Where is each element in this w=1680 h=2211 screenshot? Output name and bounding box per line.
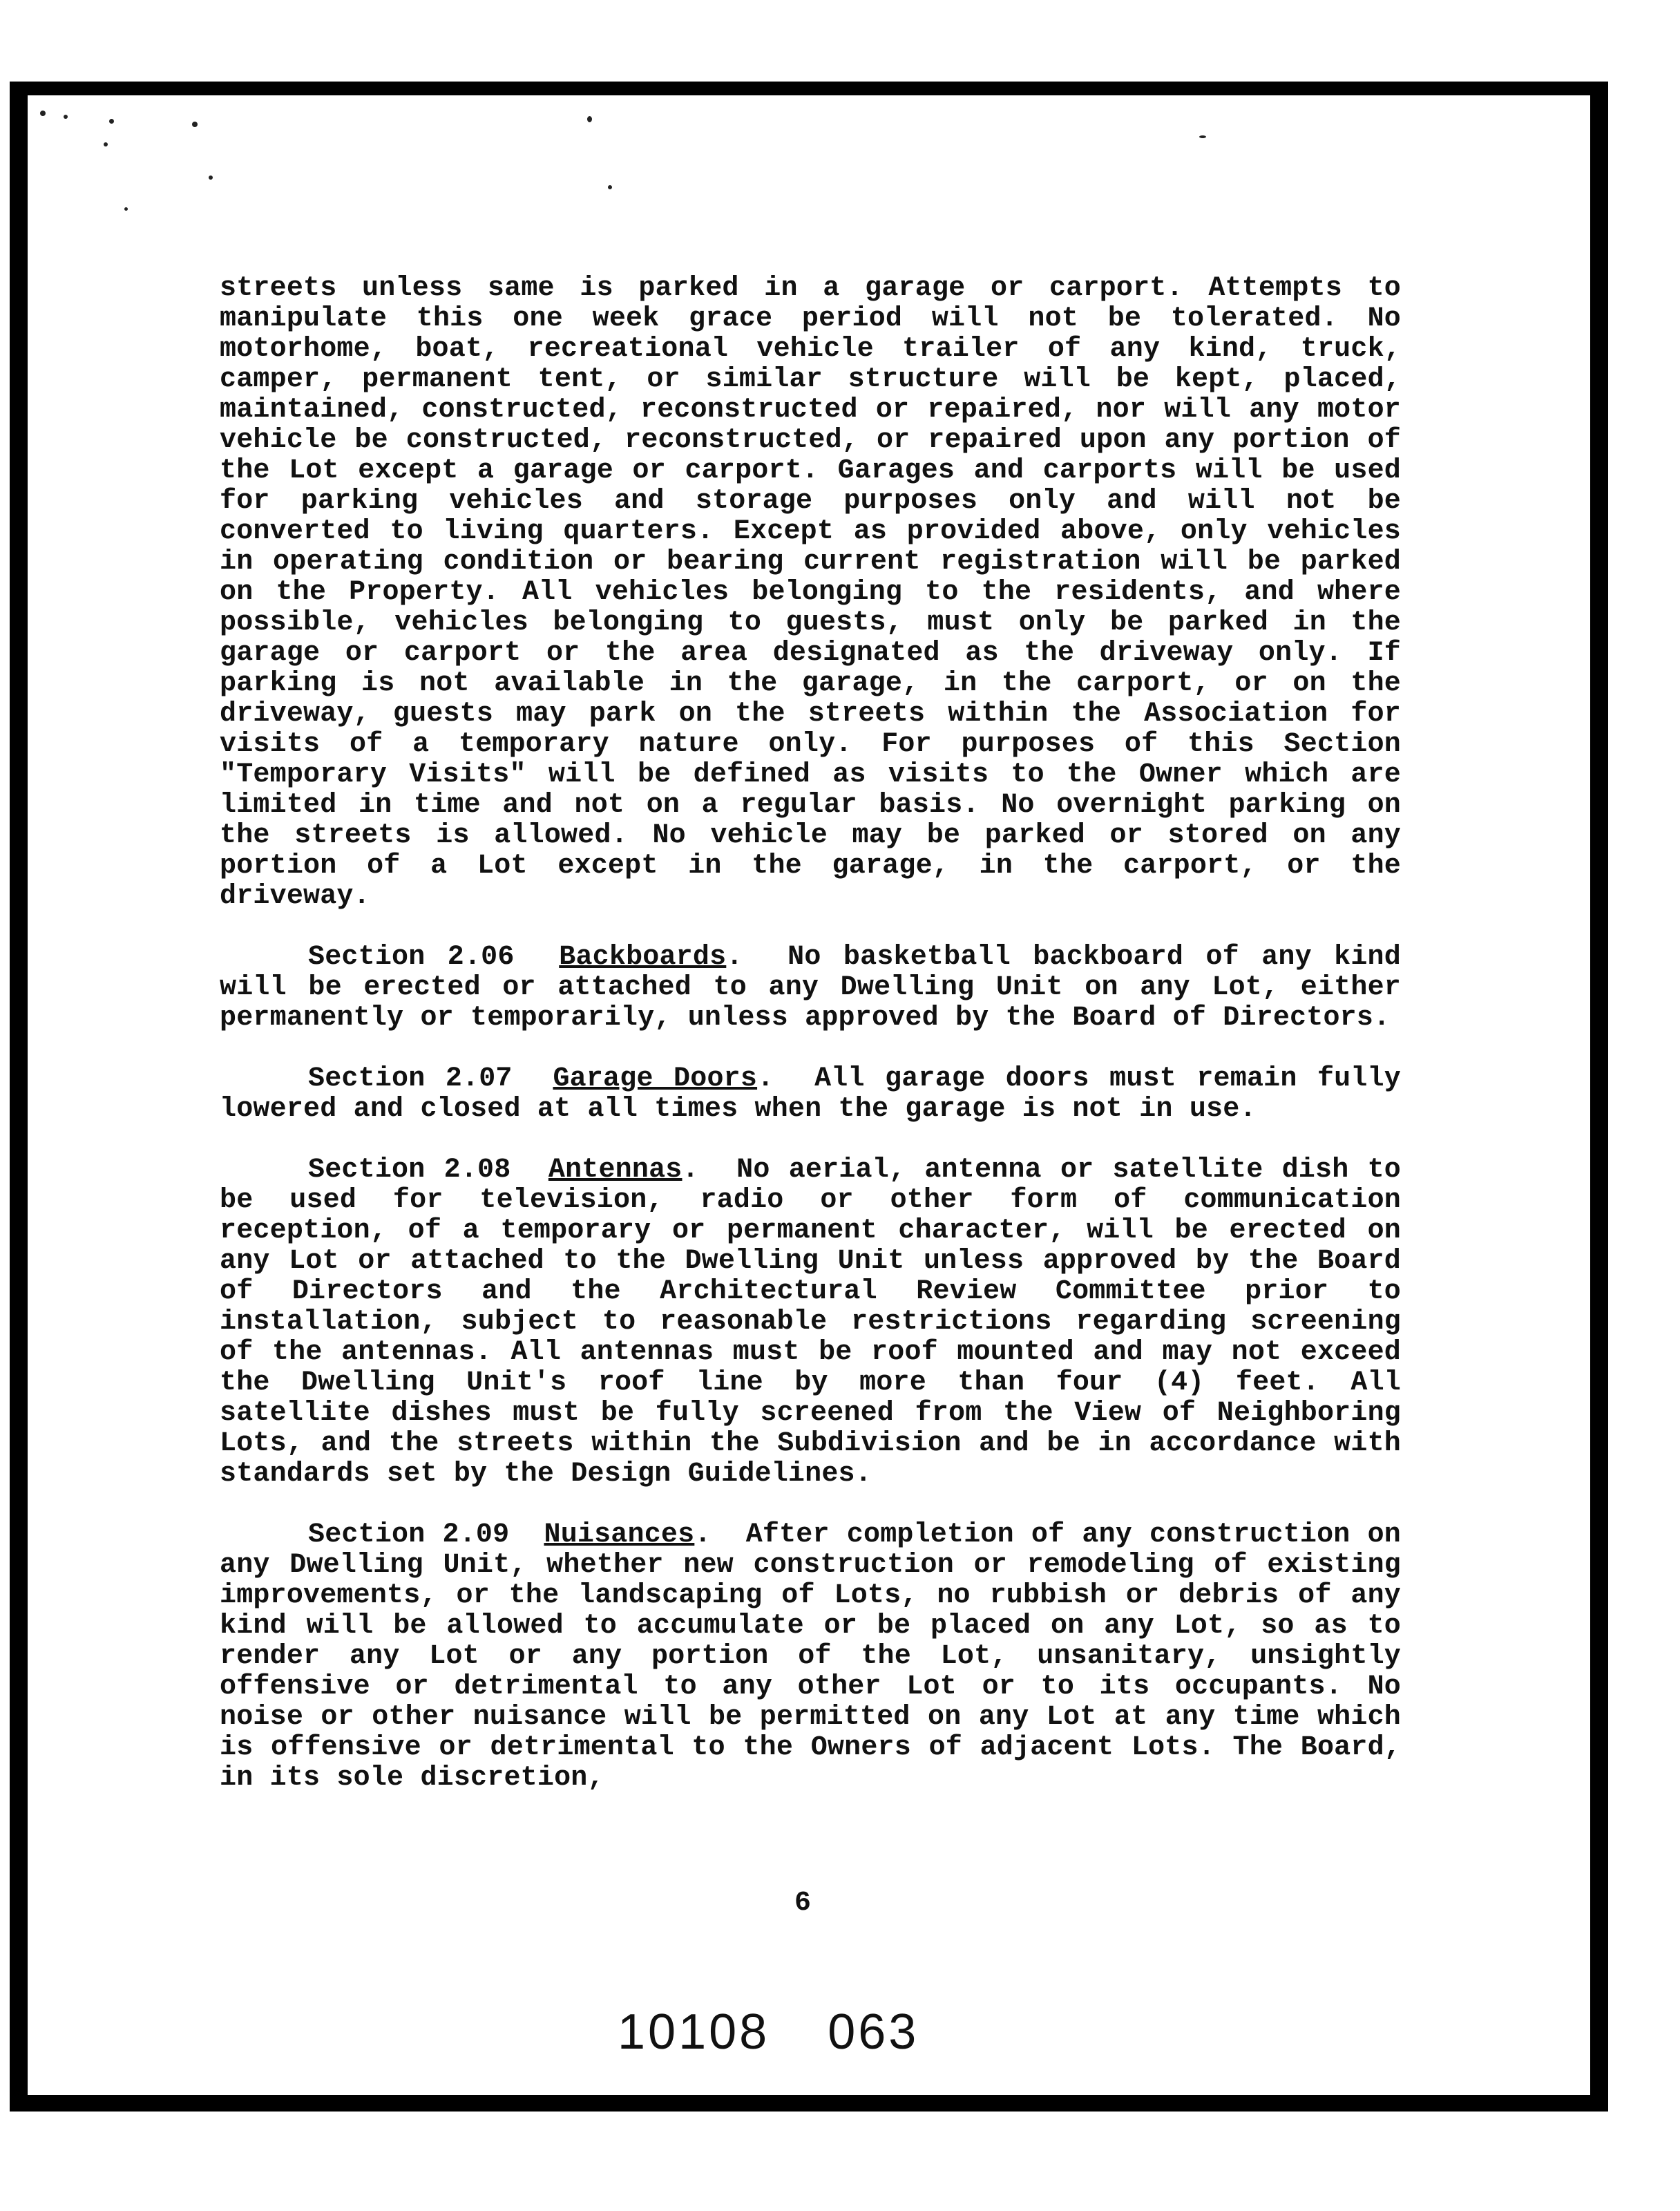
section-text: No basketball backboard of any kind will be erected or attached to any Dwelling Unit on any Lot, either permanently or temporarily, unless approved by the Board of Directors. — [220, 942, 1401, 1034]
section-2-08: Section 2.08 Antennas. No aerial, antenna or satellite dish to be used for television, radio or other form of communication reception, of a temporary or permanent character, will be erected on any Lot or attached to the Dwelling Unit unless approved by the Board of Directors and the Architectural Review Committee prior to installation, subject to reasonable restrictions regarding screening of the antennas. All antennas must be roof mounted and may not exceed the Dwelling Unit's roof line by more than four (4) feet. All satellite dishes must be fully screened from the View of Neighboring Lots, and the streets within the Subdivision and be in accordance with standards set by the Design Guidelines. — [220, 1155, 1402, 1490]
document-body — [220, 274, 1401, 1794]
section-2-06: Section 2.06 Backboards. No basketball backboard of any kind will be erected or attached to any Dwelling Unit on any Lot, either permanently or temporarily, unless approved by the Board of Directors. — [220, 942, 1401, 1034]
section-text: No aerial, antenna or satellite dish to be used for television, radio or other form of communication reception, of a temporary or permanent character, will be erected on any Lot or attached to the Dwelling Unit unless approved by the Board of Directors and the Architectural Review Committee prior to installation, subject to reasonable restrictions regarding screening of the antennas. All antennas must be roof mounted and may not exceed the Dwelling Unit's roof line by more than four (4) feet. All satellite dishes must be fully screened from the View of Neighboring Lots, and the streets within the Subdivision and be in accordance with standards set by the Design Guidelines. — [220, 1155, 1402, 1490]
page-number: 6 — [794, 1888, 812, 1919]
section-number: Section 2.06 — [308, 942, 515, 973]
scan-speck — [192, 122, 198, 127]
section-text: After completion of any construction on any Dwelling Unit, whether new construction or remodeling of existing improvements, or the landscaping of Lots, no rubbish or debris of any kind will be allowed to accumulate or be placed on any Lot, so as to render any Lot or any portion of the Lot, unsanitary, unsightly offensive or detrimental to any other Lot or to its occupants. No noise or other nuisance will be permitted on any Lot at any time which is offensive or detrimental to the Owners of adjacent Lots. The Board, in its sole discretion, — [220, 1519, 1401, 1794]
section-title: Nuisances — [544, 1519, 695, 1550]
scan-speck — [608, 185, 612, 189]
section-number: Section 2.09 — [308, 1519, 510, 1550]
scan-speck — [104, 142, 108, 146]
scan-speck — [64, 115, 68, 119]
scan-speck — [587, 116, 592, 122]
section-number: Section 2.08 — [308, 1155, 511, 1186]
section-title: Backboards — [559, 942, 727, 973]
scan-speck — [40, 111, 46, 116]
section-2-07: Section 2.07 Garage Doors. All garage doors must remain fully lowered and closed at all times when the garage is not in use. — [220, 1063, 1401, 1125]
record-stamp: 10108 063 — [618, 2004, 919, 2060]
scan-speck — [1199, 135, 1206, 138]
section-text: All garage doors must remain fully lowered and closed at all times when the garage is not in use. — [220, 1063, 1401, 1125]
section-title: Garage Doors — [553, 1063, 758, 1094]
section-title: Antennas — [548, 1155, 682, 1186]
section-2-09: Section 2.09 Nuisances. After completion of any construction on any Dwelling Unit, whether new construction or remodeling of existing improvements, or the landscaping of Lots, no rubbish or debris of any kind will be allowed to accumulate or be placed on any Lot, so as to render any Lot or any portion of the Lot, unsanitary, unsightly offensive or detrimental to any other Lot or to its occupants. No noise or other nuisance will be permitted on any Lot at any time which is offensive or detrimental to the Owners of adjacent Lots. The Board, in its sole discretion, — [220, 1519, 1401, 1794]
section-number: Section 2.07 — [308, 1063, 513, 1094]
scan-speck — [124, 207, 128, 211]
body-paragraph: streets unless same is parked in a garage or carport. Attempts to manipulate this one week grace period will not be tolerated. No motorhome, boat, recreational vehicle trailer of any kind, truck, camper, permanent tent, or similar structure will be kept, placed, maintained, constructed, reconstructed or repaired, nor will any motor vehicle be constructed, reconstructed, or repaired upon any portion of the Lot except a garage or carport. Garages and carports will be used for parking vehicles and storage purposes only and will not be converted to living quarters. Except as provided above, only vehicles in operating condition or bearing current registration will be parked on the Property. All vehicles belonging to the residents, and where possible, vehicles belonging to guests, must only be parked in the garage or carport or the area designated as the driveway only. If parking is not available in the garage, in the carport, or on the driveway, guests may park on the streets within the Association for visits of a temporary nature only. For purposes of this Section "Temporary Visits" will be defined as visits to the Owner which are limited in time and not on a regular basis. No overnight parking on the streets is allowed. No vehicle may be parked or stored on any portion of a Lot except in the garage, in the carport, or the driveway. — [220, 273, 1401, 912]
scan-speck — [109, 119, 114, 124]
scan-speck — [209, 175, 213, 180]
